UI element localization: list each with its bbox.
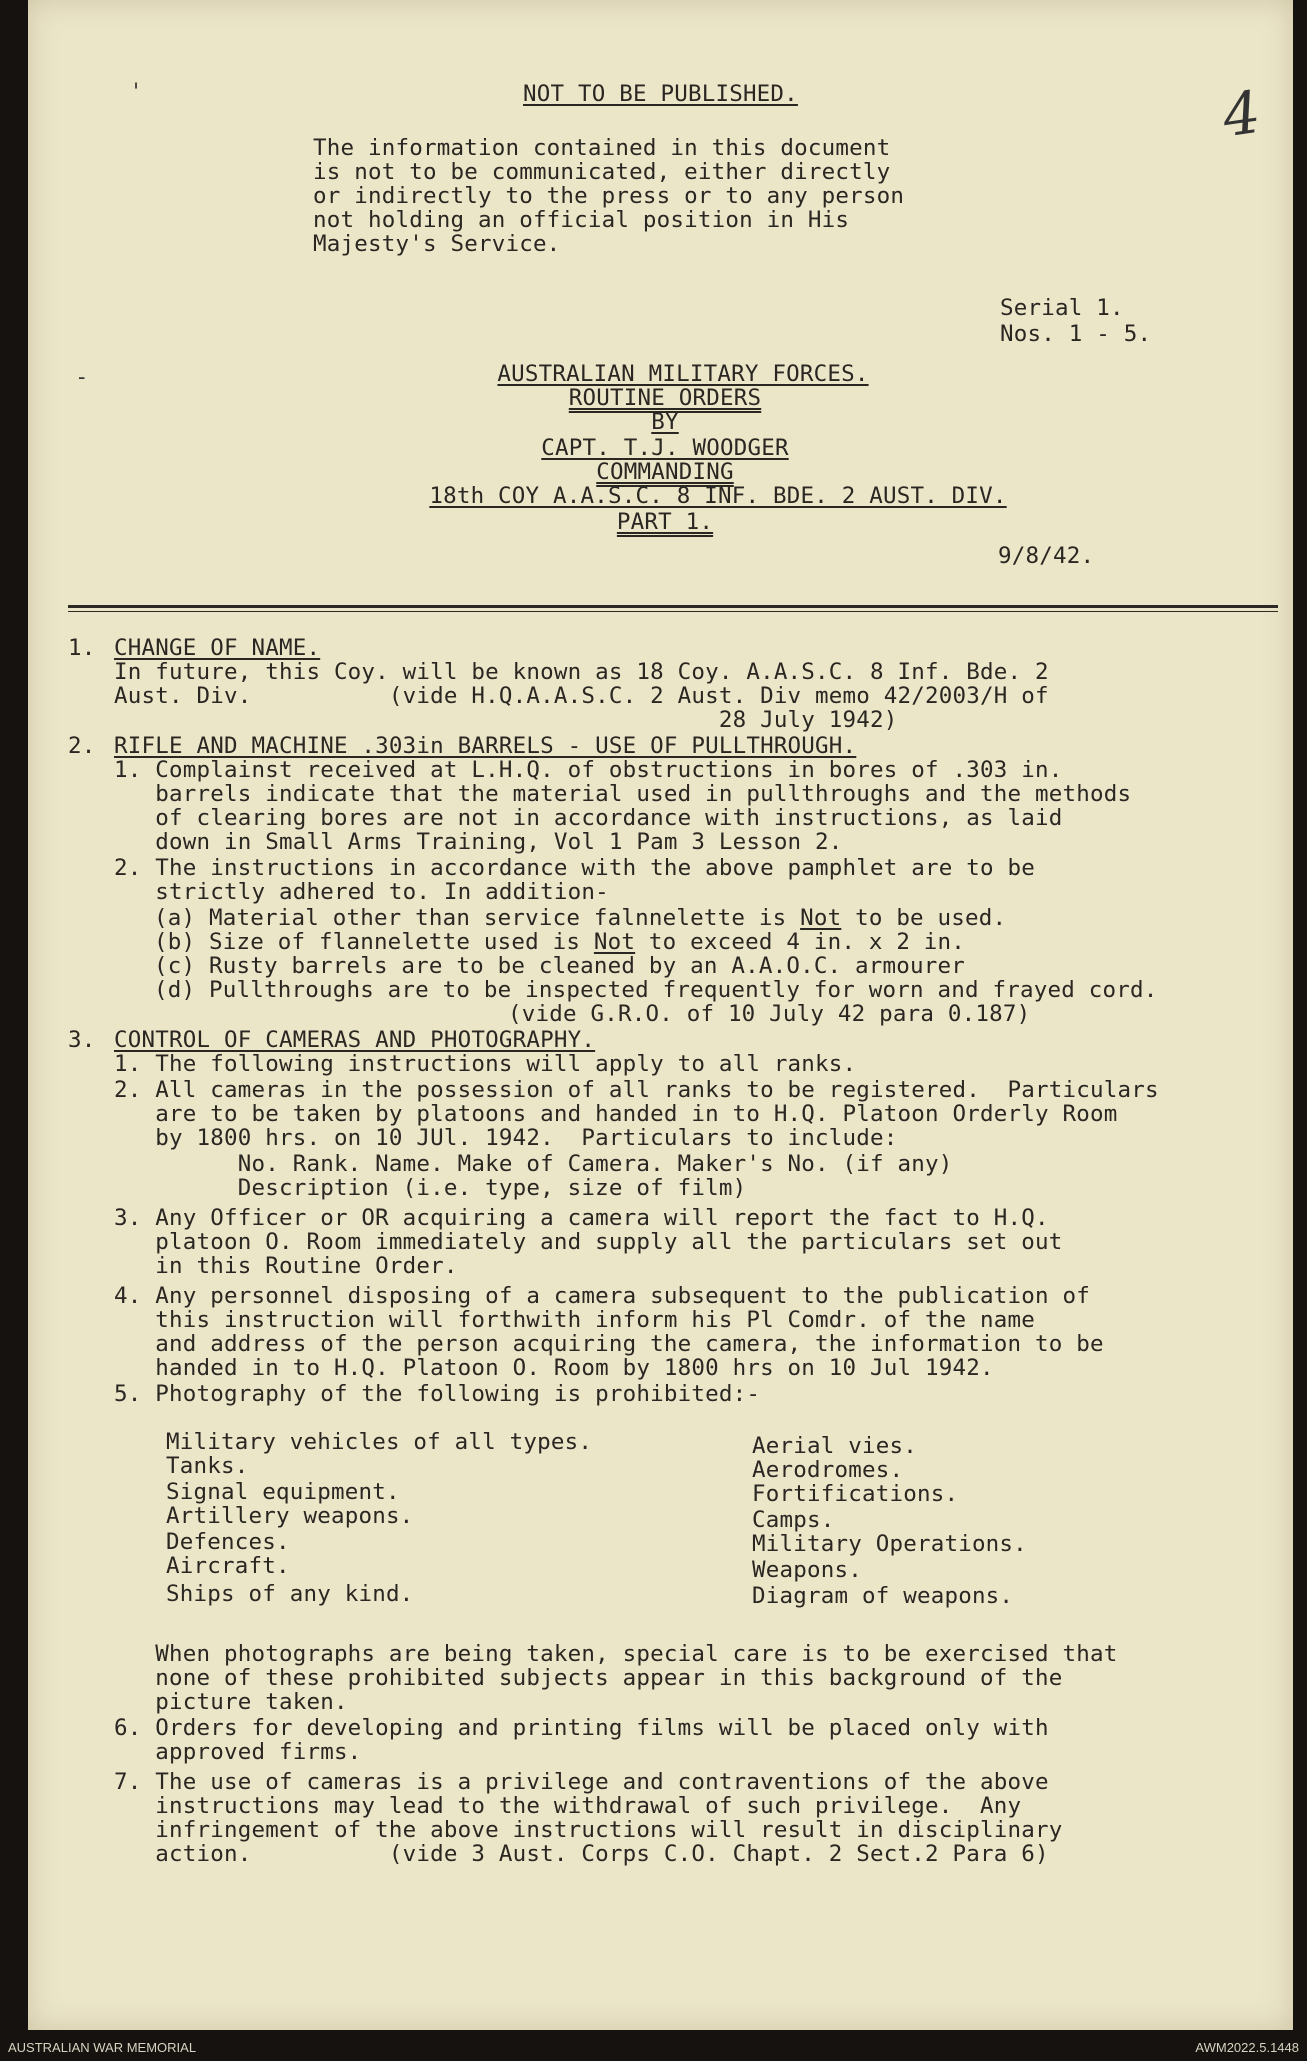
section-divider — [68, 605, 1278, 608]
prohibited-item: Camps. — [752, 1507, 835, 1533]
closing-line: approved firms. — [114, 1739, 362, 1765]
prohibited-item: Military Operations. — [752, 1531, 1027, 1557]
corner-page-mark: 4 — [1218, 77, 1265, 151]
section-line: of clearing bores are not in accordance with instructions, as laid — [114, 805, 1063, 831]
section-line: 28 July 1942) — [114, 707, 898, 733]
notice-line: Majesty's Service. — [313, 231, 561, 257]
notice-line: or indirectly to the press or to any person — [313, 183, 905, 209]
section-line: 4. Any personnel disposing of a camera subsequent to the publication of — [114, 1283, 1090, 1309]
section-line: down in Small Arms Training, Vol 1 Pam 3 Lesson 2. — [114, 829, 843, 855]
closing-line: 7. The use of cameras is a privilege and contraventions of the above — [114, 1769, 1049, 1795]
section-number: 2. — [68, 733, 96, 759]
item-text: (c) Rusty barrels are to be cleaned by an A.A.O.C. armourer — [154, 953, 966, 979]
section-line: 2. All cameras in the possession of all ranks to be registered. Particulars — [114, 1077, 1159, 1103]
prohibited-item: Diagram of weapons. — [752, 1583, 1014, 1609]
instruction-item — [154, 906, 1006, 930]
section-line: barrels indicate that the material used in pullthroughs and the methods — [114, 781, 1132, 807]
notice-line: is not to be communicated, either directly — [313, 159, 891, 185]
title-line: AUSTRALIAN MILITARY FORCES. — [497, 361, 869, 387]
prohibited-item: Defences. — [166, 1529, 290, 1555]
section-line: 2. The instructions in accordance with the above pamphlet are to be — [114, 855, 1035, 881]
section-line: No. Rank. Name. Make of Camera. Maker's No. (if any) — [114, 1151, 953, 1177]
prohibited-item: Artillery weapons. — [166, 1503, 414, 1529]
emphasis-not: Not — [593, 929, 636, 955]
section-line: 3. Any Officer or OR acquiring a camera will report the fact to H.Q. — [114, 1205, 1049, 1231]
section-line: 1. The following instructions will apply to all ranks. — [114, 1051, 857, 1077]
closing-line: infringement of the above instructions will result in disciplinary — [114, 1817, 1063, 1843]
footer-credit: AUSTRALIAN WAR MEMORIAL — [8, 2040, 197, 2055]
section-heading: CONTROL OF CAMERAS AND PHOTOGRAPHY. — [114, 1027, 596, 1053]
prohibited-item: Fortifications. — [752, 1481, 959, 1507]
section-line: strictly adhered to. In addition- — [114, 879, 609, 905]
prohibited-item: Ships of any kind. — [166, 1581, 414, 1607]
emphasis-not: Not — [800, 905, 842, 931]
section-heading: CHANGE OF NAME. — [114, 635, 321, 661]
order-numbers: Nos. 1 - 5. — [1000, 321, 1152, 347]
title-line: ROUTINE ORDERS — [568, 385, 762, 411]
closing-line: When photographs are being taken, special care is to be exercised that — [114, 1641, 1118, 1667]
prohibited-item: Signal equipment. — [166, 1479, 400, 1505]
section-line: this instruction will forthwith inform his Pl Comdr. of the name — [114, 1307, 1035, 1333]
reference-line: (vide G.R.O. of 10 July 42 para 0.187) — [508, 1001, 1031, 1027]
section-line: are to be taken by platoons and handed in to H.Q. Platoon Orderly Room — [114, 1101, 1118, 1127]
closing-line: none of these prohibited subjects appear in this background of the — [114, 1665, 1063, 1691]
instruction-item — [154, 930, 965, 954]
section-heading: RIFLE AND MACHINE .303in BARRELS - USE OF PULLTHROUGH. — [114, 733, 857, 759]
section-line: and address of the person acquiring the camera, the information to be — [114, 1331, 1104, 1357]
prohibited-item: Aircraft. — [166, 1553, 290, 1579]
closing-line: 6. Orders for developing and printing films will be placed only with — [114, 1715, 1049, 1741]
instruction-item — [154, 978, 1157, 1002]
closing-line: picture taken. — [114, 1689, 348, 1715]
instruction-item — [154, 954, 965, 978]
title-line: 18th COY A.A.S.C. 8 INF. BDE. 2 AUST. DIV. — [429, 483, 1007, 509]
closing-line: action. (vide 3 Aust. Corps C.O. Chapt. 2 Sect.2 Para 6) — [114, 1841, 1049, 1867]
section-line: Description (i.e. type, size of film) — [114, 1175, 747, 1201]
section-number: 1. — [68, 635, 96, 661]
item-text: to exceed 4 in. x 2 in. — [635, 929, 966, 955]
prohibited-item: Aerodromes. — [752, 1457, 904, 1483]
section-line: In future, this Coy. will be known as 18 Coy. A.A.S.C. 8 Inf. Bde. 2 — [114, 659, 1049, 685]
footer-accession: AWM2022.5.1448 — [1195, 2040, 1299, 2055]
section-line: in this Routine Order. — [114, 1253, 458, 1279]
section-line: 1. Complainst received at L.H.Q. of obstructions in bores of .303 in. — [114, 757, 1063, 783]
section-number: 3. — [68, 1027, 96, 1053]
title-line: BY — [651, 409, 679, 435]
prohibited-item: Military vehicles of all types. — [166, 1429, 593, 1455]
prohibited-item: Aerial vies. — [752, 1433, 917, 1459]
item-text: to be used. — [841, 905, 1007, 931]
notice-line: The information contained in this document — [313, 135, 891, 161]
item-text: (d) Pullthroughs are to be inspected frequently for worn and frayed cord. — [154, 977, 1158, 1003]
closing-line: instructions may lead to the withdrawal of such privilege. Any — [114, 1793, 1022, 1819]
item-text: (a) Material other than service falnnelette is — [154, 905, 801, 931]
section-divider — [68, 611, 1278, 612]
title-line: COMMANDING — [596, 459, 734, 485]
restriction-header: NOT TO BE PUBLISHED. — [523, 81, 798, 107]
section-line: Aust. Div. (vide H.Q.A.A.S.C. 2 Aust. Div memo 42/2003/H of — [114, 683, 1049, 709]
item-text: (b) Size of flannelette used is — [154, 929, 594, 955]
serial-label: Serial 1. — [1000, 295, 1124, 321]
margin-tick-mark: - — [78, 365, 86, 390]
section-line: platoon O. Room immediately and supply all the particulars set out — [114, 1229, 1063, 1255]
prohibited-item: Tanks. — [166, 1453, 249, 1479]
document-page — [28, 0, 1293, 2030]
notice-line: not holding an official position in His — [313, 207, 850, 233]
prohibited-item: Weapons. — [752, 1557, 862, 1583]
margin-tick-mark: ' — [133, 80, 140, 105]
document-date: 9/8/42. — [998, 543, 1095, 569]
section-line: by 1800 hrs. on 10 JUl. 1942. Particulars to include: — [114, 1125, 898, 1151]
title-line: CAPT. T.J. WOODGER — [541, 435, 789, 461]
section-line: 5. Photography of the following is prohibited:- — [114, 1381, 761, 1407]
section-line: handed in to H.Q. Platoon O. Room by 1800 hrs on 10 Jul 1942. — [114, 1355, 994, 1381]
title-line: PART 1. — [616, 509, 714, 535]
